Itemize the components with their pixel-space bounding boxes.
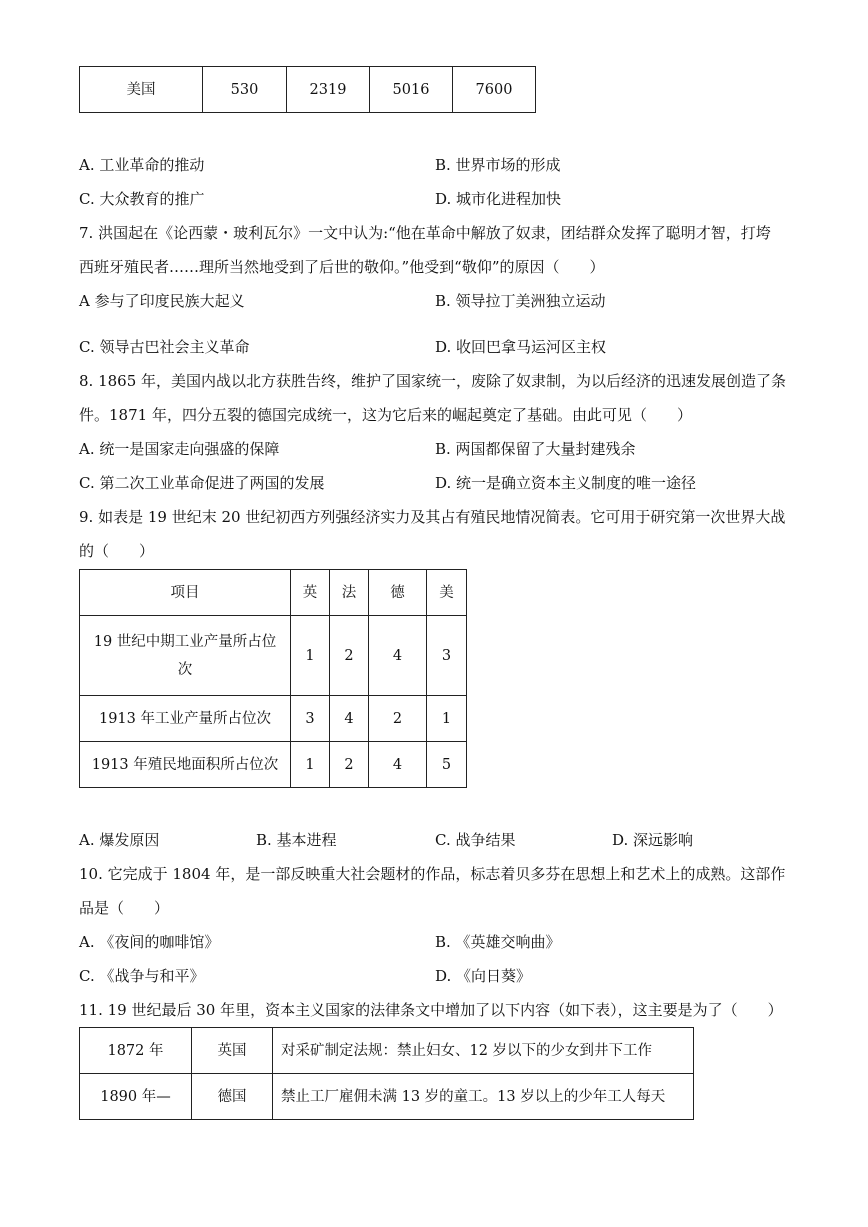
table-header-cell: 美 bbox=[427, 570, 467, 616]
q6-option-a: A. 工业革命的推动 bbox=[79, 156, 205, 174]
q10-option-c: C. 《战争与和平》 bbox=[79, 967, 205, 985]
table-cell: 5 bbox=[427, 742, 467, 788]
q6-option-c: C. 大众教育的推广 bbox=[79, 190, 205, 208]
table-row bbox=[80, 696, 467, 742]
row-label-line: 19 世纪中期工业产量所占位 bbox=[93, 633, 277, 650]
q9-stem-line1: 9. 如表是 19 世纪末 20 世纪初西方列强经济实力及其占有殖民地情况简表。它可用于研究第一次世界大战 bbox=[79, 508, 786, 526]
q7-option-c: C. 领导古巴社会主义革命 bbox=[79, 338, 250, 356]
q9-option-c: C. 战争结果 bbox=[435, 831, 516, 849]
q8-stem-line2: 件。1871 年，四分五裂的德国完成统一，这为它后来的崛起奠定了基础。由此可见（ ） bbox=[79, 406, 692, 424]
table-cell: 1 bbox=[427, 696, 467, 742]
q8-stem-line1: 8. 1865 年，美国内战以北方获胜告终，维护了国家统一，废除了奴隶制，为以后经济的迅速发展创造了条 bbox=[79, 372, 787, 390]
q10-stem-line2: 品是（ ） bbox=[79, 899, 170, 917]
table-cell: 对采矿制定法规：禁止妇女、12 岁以下的少女到井下工作 bbox=[273, 1028, 694, 1074]
table-row bbox=[80, 1074, 694, 1120]
table-cell: 英国 bbox=[192, 1028, 273, 1074]
table-row bbox=[80, 742, 467, 788]
q8-option-d: D. 统一是确立资本主义制度的唯一途径 bbox=[435, 474, 697, 492]
table-header-cell: 德 bbox=[369, 570, 427, 616]
q7-stem-line1: 7. 洪国起在《论西蒙・玻利瓦尔》一文中认为:“他在革命中解放了奴隶，团结群众发挥了聪明才智，打垮 bbox=[79, 224, 771, 242]
q9-stem-line2: 的（ ） bbox=[79, 542, 155, 560]
q9-option-a: A. 爆发原因 bbox=[79, 831, 160, 849]
table-cell: 美国 bbox=[80, 67, 203, 113]
q9-option-d: D. 深远影响 bbox=[612, 831, 694, 849]
table-row bbox=[80, 67, 536, 113]
powers-ranking-table bbox=[79, 569, 467, 788]
q9-option-b: B. 基本进程 bbox=[256, 831, 337, 849]
industrial-output-table bbox=[79, 66, 536, 113]
table-header-cell: 项目 bbox=[80, 570, 291, 616]
table-cell: 5016 bbox=[370, 67, 453, 113]
q8-option-c: C. 第二次工业革命促进了两国的发展 bbox=[79, 474, 325, 492]
table-cell: 4 bbox=[369, 616, 427, 696]
q6-option-b: B. 世界市场的形成 bbox=[435, 156, 561, 174]
table-header-cell: 法 bbox=[330, 570, 369, 616]
table-cell: 禁止工厂雇佣未满 13 岁的童工。13 岁以上的少年工人每天 bbox=[273, 1074, 694, 1120]
table-cell: 2 bbox=[330, 616, 369, 696]
table-row-label bbox=[80, 616, 291, 696]
q10-stem-line1: 10. 它完成于 1804 年，是一部反映重大社会题材的作品，标志着贝多芬在思想上和艺术上的成熟。这部作 bbox=[79, 865, 786, 883]
q10-option-a: A. 《夜间的咖啡馆》 bbox=[79, 933, 220, 951]
table-header-cell: 英 bbox=[291, 570, 330, 616]
table-cell: 7600 bbox=[453, 67, 536, 113]
table-row bbox=[80, 616, 467, 696]
q8-option-b: B. 两国都保留了大量封建残余 bbox=[435, 440, 636, 458]
table-cell: 3 bbox=[427, 616, 467, 696]
table-cell: 2319 bbox=[287, 67, 370, 113]
table-row-label: 1913 年殖民地面积所占位次 bbox=[80, 742, 291, 788]
table-row-label: 1913 年工业产量所占位次 bbox=[80, 696, 291, 742]
q6-option-d: D. 城市化进程加快 bbox=[435, 190, 562, 208]
table-cell: 1872 年 bbox=[80, 1028, 192, 1074]
table-cell: 德国 bbox=[192, 1074, 273, 1120]
q8-option-a: A. 统一是国家走向强盛的保障 bbox=[79, 440, 280, 458]
q10-option-d: D. 《向日葵》 bbox=[435, 967, 532, 985]
table-cell: 1 bbox=[291, 616, 330, 696]
table-header-row bbox=[80, 570, 467, 616]
q7-option-d: D. 收回巴拿马运河区主权 bbox=[435, 338, 607, 356]
q7-option-b: B. 领导拉丁美洲独立运动 bbox=[435, 292, 606, 310]
row-label-line: 次 bbox=[177, 661, 193, 678]
table-cell: 4 bbox=[330, 696, 369, 742]
labor-law-table bbox=[79, 1027, 694, 1120]
table-cell: 2 bbox=[330, 742, 369, 788]
q7-stem-line2: 西班牙殖民者……理所当然地受到了后世的敬仰。”他受到“敬仰”的原因（ ） bbox=[79, 258, 605, 276]
q7-option-a: A 参与了印度民族大起义 bbox=[79, 292, 245, 310]
table-cell: 1890 年— bbox=[80, 1074, 192, 1120]
table-cell: 530 bbox=[203, 67, 287, 113]
q11-stem-line1: 11. 19 世纪最后 30 年里，资本主义国家的法律条文中增加了以下内容（如下表），这主要是为了（ ） bbox=[79, 1001, 783, 1019]
table-cell: 3 bbox=[291, 696, 330, 742]
table-cell: 1 bbox=[291, 742, 330, 788]
q10-option-b: B. 《英雄交响曲》 bbox=[435, 933, 561, 951]
table-row bbox=[80, 1028, 694, 1074]
table-cell: 2 bbox=[369, 696, 427, 742]
table-cell: 4 bbox=[369, 742, 427, 788]
